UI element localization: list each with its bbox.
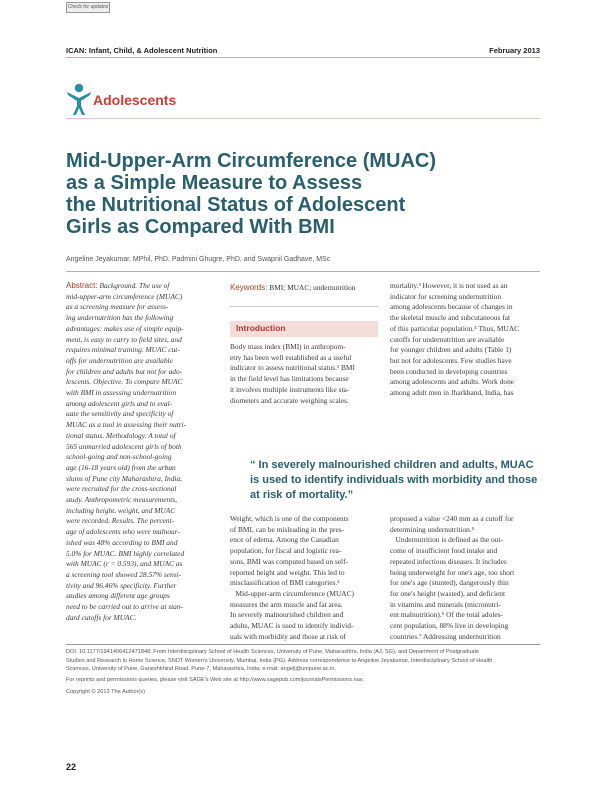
body-line: population, for fiscal and logistic rea- bbox=[230, 546, 342, 556]
abstract-line: were recruited for the cross-sectional bbox=[66, 484, 177, 494]
title-line: as a Simple Measure to Assess bbox=[66, 172, 363, 194]
abstract-line: with BMI in assessing undernutrition bbox=[66, 388, 177, 398]
body-line: for one's height (wasted), and deficient bbox=[390, 588, 506, 598]
abstract-line: requires minimal training. MUAC cut- bbox=[66, 345, 180, 355]
footnote-line: Studies and Research in Home Science, SNDT Women's University, Mumbai, India (PG). Address correspondence to Angeline Jeyakumar, Interdisciplinary School of Health bbox=[66, 657, 493, 664]
abstract-line: tivity and 96.46% specificity. Further bbox=[66, 580, 177, 590]
section-rule bbox=[66, 118, 540, 119]
pull-quote: “ In severely malnourished children and adults, MUAC is used to identify individuals with morbidity and those at risk of mortality.” bbox=[250, 459, 538, 501]
keywords-label: Keywords: bbox=[230, 283, 268, 292]
abstract-line: mid-upper-arm circumference (MUAC) bbox=[66, 291, 183, 301]
abstract-line: ing undernutrition has the following bbox=[66, 313, 174, 323]
body-line: ent malnutrition).⁶ Of the total adoles- bbox=[390, 610, 503, 620]
body-line: reported height and weight. This led to bbox=[230, 567, 345, 577]
body-line: indicator to assess nutritional status.¹ BMI bbox=[230, 363, 355, 373]
footnote-line: Sciences, University of Pune, Ganeshkhind Road, Pune-7, Maharashtra, India; e-mail: angelj@unipune.ac.in. bbox=[66, 666, 336, 672]
reprints-note: For reprints and permissions queries, please visit SAGE's Web site at http://www.sagepub.com/journalsPermissions.nav. bbox=[66, 677, 364, 683]
body-line: uals with morbidity and those at risk of bbox=[230, 631, 346, 641]
abstract-line: uate the sensitivity and specificity of bbox=[66, 409, 174, 419]
abstract-line: with MUAC (r = 0.593), and MUAC as bbox=[66, 559, 183, 569]
keywords bbox=[230, 283, 380, 292]
abstract-line: lescents. Objective. To compare MUAC bbox=[66, 377, 183, 387]
person-figure-icon bbox=[66, 82, 92, 116]
abstract-line: a screening tool showed 28.57% sensi- bbox=[66, 569, 182, 579]
abstract-line: need to be carried out to arrive at stan- bbox=[66, 602, 183, 612]
abstract-line: ished was 48% according to BMI and bbox=[66, 537, 178, 547]
abstract-line: Background. The use of bbox=[99, 281, 170, 290]
body-line: proposed a value <240 mm as a cutoff for bbox=[390, 514, 514, 523]
body-line: ence of edema. Among the Canadian bbox=[230, 535, 339, 545]
body-line: for younger children and adults (Table 1) bbox=[390, 345, 512, 355]
body-line: the skeletal muscle and subcutaneous fat bbox=[390, 313, 511, 323]
body-line: etry has been well established as a useful bbox=[230, 352, 352, 362]
body-col2-top bbox=[230, 342, 380, 406]
body-line: Body mass index (BMI) in anthropom- bbox=[230, 342, 346, 351]
abstract-line: age (16-18 years old) from the urban bbox=[66, 462, 176, 472]
body-line: countries.⁷ Addressing undernutrition bbox=[390, 631, 501, 641]
body-line: misclassification of BMI categories.² bbox=[230, 578, 340, 588]
author-list: Angeline Jeyakumar, MPhil, PhD, Padmini Ghugre, PhD, and Swapnil Gadhave, MSc bbox=[66, 256, 331, 263]
abstract bbox=[66, 281, 224, 624]
body-line: being underweight for one's age, too short bbox=[390, 567, 515, 577]
copyright-note: Copyright © 2013 The Author(s) bbox=[66, 689, 145, 695]
abstract-line: among adolescent girls and to eval- bbox=[66, 398, 173, 408]
abstract-line: MUAC as a tool in assessing their nutri- bbox=[66, 420, 187, 430]
abstract-line: ment, is easy to carry to field sites, and bbox=[66, 334, 182, 344]
body-line: Undernutrition is defined as the out- bbox=[390, 535, 503, 545]
footnote-line: DOI: 10.1177/1941406412471848. From Interdisciplinary School of Health Sciences, University of Pune, Maharashtra, India (AJ, SG), and Department of Postgraduate bbox=[66, 649, 480, 655]
body-line: it involves multiple instruments like sta- bbox=[230, 384, 350, 394]
abstract-line: study. Anthropometric measurements, bbox=[66, 495, 177, 505]
abstract-line: age of adolescents who were malnour- bbox=[66, 527, 180, 537]
body-line: Weight, which is one of the components bbox=[230, 514, 349, 523]
abstract-line: were recorded. Results. The percent- bbox=[66, 516, 175, 526]
author-rule bbox=[66, 271, 540, 272]
journal-title: ICAN: Infant, Child, & Adolescent Nutrition bbox=[66, 46, 218, 55]
check-updates-badge[interactable]: Check for updates bbox=[66, 2, 110, 13]
keywords-text: BMI; MUAC; undernutrition bbox=[269, 283, 356, 292]
body-line: cutoffs for undernutrition are available bbox=[390, 334, 505, 344]
body-line: but not for adolescents. Few studies have bbox=[390, 355, 512, 365]
body-line: among adolescents because of changes in bbox=[390, 302, 513, 312]
body-col2-bottom bbox=[230, 514, 380, 642]
keywords-rule bbox=[230, 306, 378, 307]
abstract-line: 565 unmarried adolescent girls of both bbox=[66, 441, 182, 451]
body-line: In severely malnourished children and bbox=[230, 610, 344, 620]
abstract-line: as a screening measure for assess- bbox=[66, 302, 169, 312]
body-line: of this particular population.⁴ Thus, MUAC bbox=[390, 323, 520, 333]
issue-date: February 2013 bbox=[489, 46, 540, 55]
body-line: adults, MUAC is used to identify individ- bbox=[230, 621, 354, 631]
body-line: in vitamins and minerals (micronutri- bbox=[390, 599, 501, 609]
abstract-line: offs for undernutrition are available bbox=[66, 355, 173, 365]
body-line: determining undernutrition.⁵ bbox=[390, 524, 475, 534]
title-line: the Nutritional Status of Adolescent bbox=[66, 194, 406, 216]
body-line: mortality.³ However, it is not used as an bbox=[390, 281, 508, 290]
footnote-rule bbox=[66, 644, 540, 645]
body-col3-bottom bbox=[390, 514, 546, 642]
body-line: diometers and accurate weighing scales. bbox=[230, 395, 349, 405]
page-number: 22 bbox=[66, 762, 77, 772]
body-line: among adult men in Jharkhand, India, has bbox=[390, 388, 514, 398]
section-label: Adolescents bbox=[93, 92, 177, 108]
abstract-label: Abstract: bbox=[66, 281, 98, 290]
body-line: Mid-upper-arm circumference (MUAC) bbox=[230, 588, 355, 598]
abstract-line: for children and adults but not for ado- bbox=[66, 366, 183, 376]
body-line: for one's age (stunted), dangerously thin bbox=[390, 578, 509, 588]
body-line: of BMI, can be misleading in the pres- bbox=[230, 524, 345, 534]
abstract-line: 5.0% for MUAC. BMI highly correlated bbox=[66, 548, 185, 558]
abstract-line: advantages: makes use of simple equip- bbox=[66, 323, 184, 333]
abstract-line: including height, weight, and MUAC bbox=[66, 505, 176, 515]
affiliation-note bbox=[66, 648, 540, 674]
abstract-line: dard cutoffs for MUAC. bbox=[66, 612, 137, 622]
body-line: in the field level has limitations because bbox=[230, 374, 349, 384]
abstract-line: tional status. Methodology. A total of bbox=[66, 430, 176, 440]
title-line: Mid-Upper-Arm Circumference (MUAC) bbox=[66, 150, 437, 172]
body-line: indicator for screening undernutrition bbox=[390, 291, 502, 301]
intro-heading: Introduction bbox=[236, 323, 286, 333]
body-line: measures the arm muscle and fat area. bbox=[230, 599, 343, 609]
header-rule bbox=[66, 57, 540, 58]
body-line: cent population, 88% live in developing bbox=[390, 621, 509, 631]
body-line: been conducted in developing countries bbox=[390, 366, 508, 376]
abstract-line: studies among different age groups bbox=[66, 591, 170, 601]
body-line: among adolescents and adults. Work done bbox=[390, 377, 515, 387]
body-col3-top bbox=[390, 281, 546, 399]
body-line: repeated infectious diseases. It includes bbox=[390, 556, 507, 566]
title-line: Girls as Compared With BMI bbox=[66, 216, 335, 238]
body-line: come of insufficient food intake and bbox=[390, 546, 498, 556]
body-line: sons, BMI was computed based on self- bbox=[230, 556, 349, 566]
article-title bbox=[66, 150, 536, 238]
abstract-line: slums of Pune city Maharashtra, India, bbox=[66, 473, 182, 483]
abstract-line: school-going and non-school-going bbox=[66, 452, 172, 462]
